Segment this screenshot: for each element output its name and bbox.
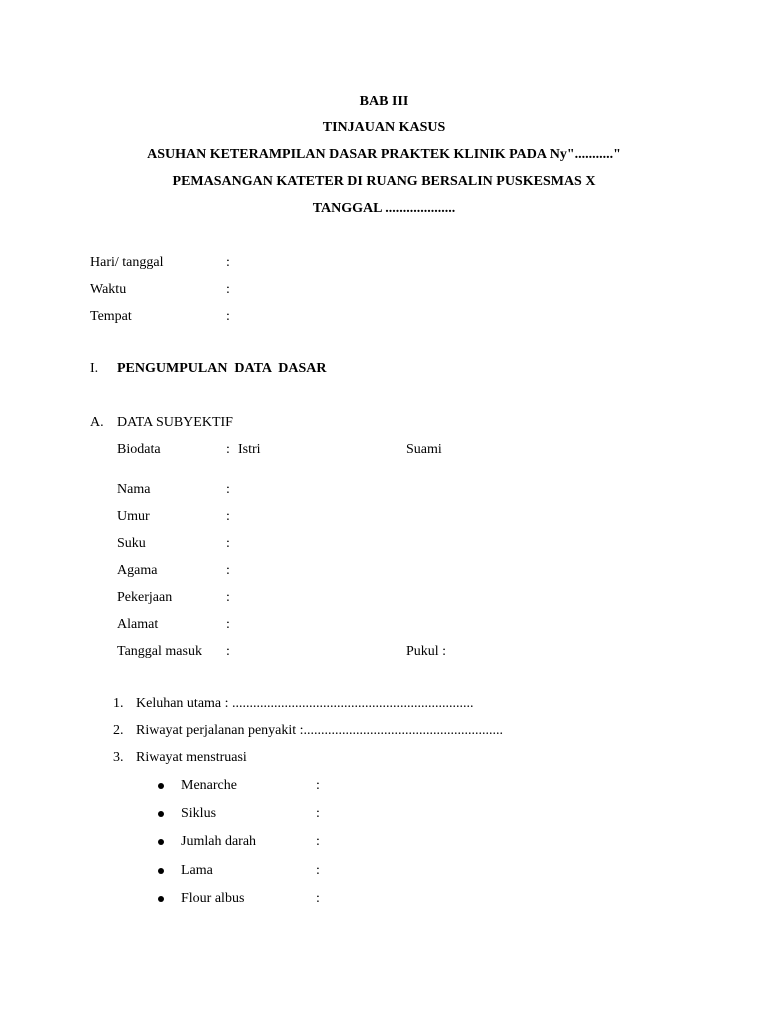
heading-bab: BAB III <box>359 94 409 109</box>
bullet-label-siklus: Siklus <box>181 806 217 821</box>
list-number-1: 1. <box>113 696 124 711</box>
field-label-agama: Agama <box>117 563 158 578</box>
field-colon-alamat: : <box>226 617 230 632</box>
bullet-icon <box>158 839 164 845</box>
subsection-title: DATA SUBYEKTIF <box>117 415 233 430</box>
info-colon-hari: : <box>226 255 230 270</box>
bullet-colon-menarche: : <box>316 778 320 793</box>
bullet-icon <box>158 896 164 902</box>
list-text-riwayat-penyakit: Riwayat perjalanan penyakit :......................................................... <box>136 723 504 738</box>
field-label-suku: Suku <box>117 536 146 551</box>
field-pukul: Pukul : <box>406 644 447 659</box>
info-colon-waktu: : <box>226 282 230 297</box>
field-label-tanggal-masuk: Tanggal masuk <box>117 644 202 659</box>
field-colon-pekerjaan: : <box>226 590 230 605</box>
subsection-letter: A. <box>90 415 104 430</box>
field-label-umur: Umur <box>117 509 150 524</box>
field-colon-nama: : <box>226 482 230 497</box>
heading-tinjauan: TINJAUAN KASUS <box>322 120 446 135</box>
list-number-2: 2. <box>113 723 124 738</box>
section-title: PENGUMPULAN DATA DASAR <box>117 361 327 376</box>
bullet-colon-jumlah-darah: : <box>316 834 320 849</box>
info-label-hari: Hari/ tanggal <box>90 255 164 270</box>
info-label-tempat: Tempat <box>90 309 132 324</box>
heading-asuhan: ASUHAN KETERAMPILAN DASAR PRAKTEK KLINIK PADA Ny"..........." <box>147 147 621 162</box>
biodata-suami: Suami <box>406 442 442 457</box>
info-colon-tempat: : <box>226 309 230 324</box>
bullet-icon <box>158 868 164 874</box>
bullet-icon <box>158 783 164 789</box>
field-colon-suku: : <box>226 536 230 551</box>
bullet-label-flour-albus: Flour albus <box>181 891 245 906</box>
field-colon-umur: : <box>226 509 230 524</box>
biodata-istri: Istri <box>238 442 261 457</box>
field-label-pekerjaan: Pekerjaan <box>117 590 173 605</box>
list-text-riwayat-menstruasi: Riwayat menstruasi <box>136 750 247 765</box>
bullet-colon-siklus: : <box>316 806 320 821</box>
heading-pemasangan: PEMASANGAN KATETER DI RUANG BERSALIN PUSKESMAS X <box>172 174 596 189</box>
info-label-waktu: Waktu <box>90 282 127 297</box>
biodata-colon: : <box>226 442 230 457</box>
heading-tanggal: TANGGAL .................... <box>312 201 456 216</box>
section-number: I. <box>90 361 99 376</box>
biodata-label: Biodata <box>117 442 161 457</box>
bullet-icon <box>158 811 164 817</box>
bullet-label-jumlah-darah: Jumlah darah <box>181 834 257 849</box>
field-label-alamat: Alamat <box>117 617 159 632</box>
list-number-3: 3. <box>113 750 124 765</box>
field-label-nama: Nama <box>117 482 151 497</box>
bullet-colon-lama: : <box>316 863 320 878</box>
bullet-colon-flour-albus: : <box>316 891 320 906</box>
list-text-keluhan: Keluhan utama : ..................................................................... <box>136 696 474 711</box>
bullet-label-menarche: Menarche <box>181 778 237 793</box>
field-colon-tanggal-masuk: : <box>226 644 230 659</box>
bullet-label-lama: Lama <box>181 863 213 878</box>
field-colon-agama: : <box>226 563 230 578</box>
